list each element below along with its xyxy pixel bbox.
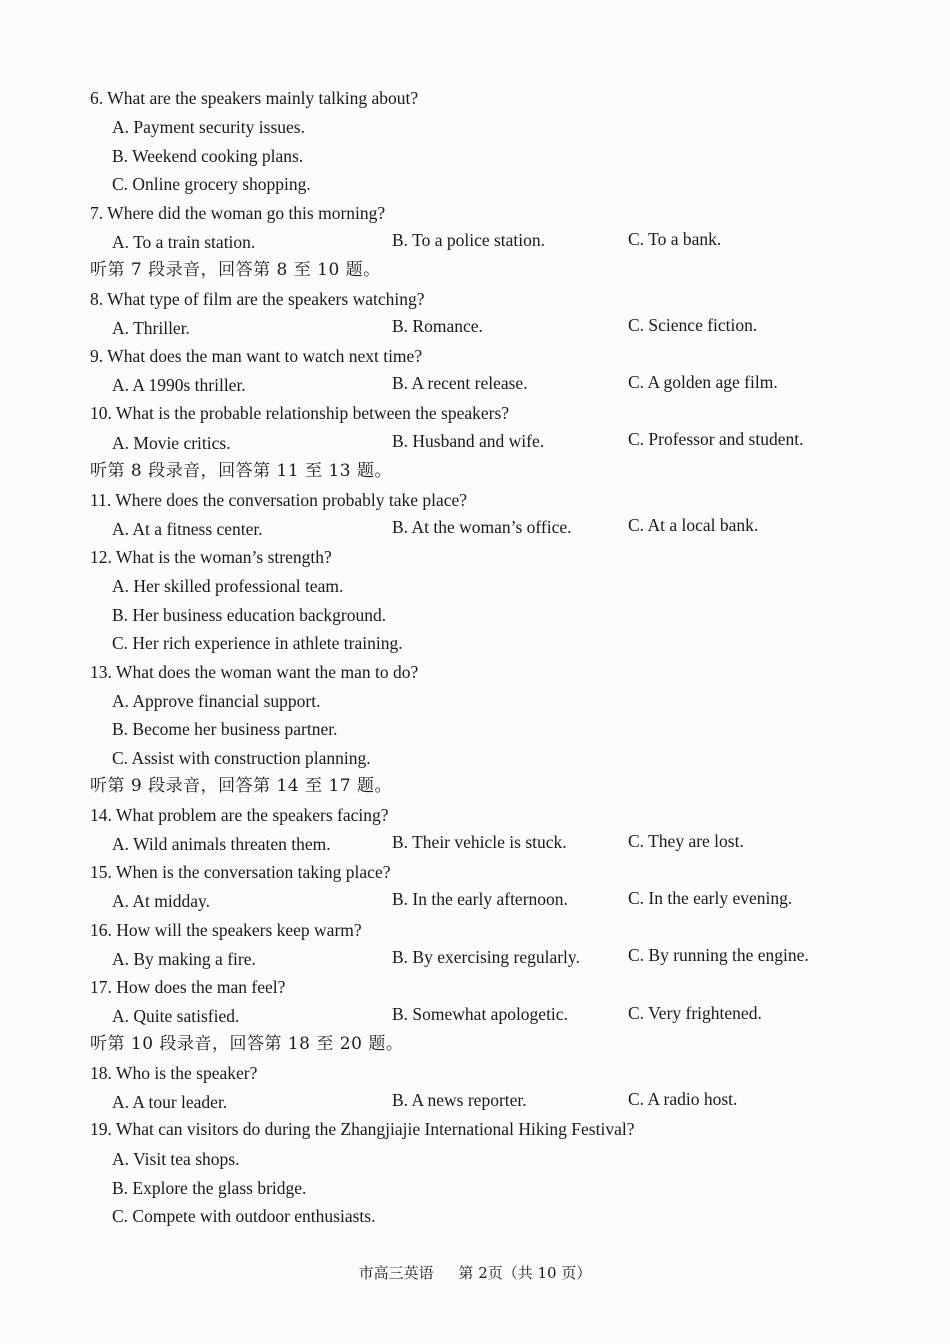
question-13: 13. What does the woman want the man to do? xyxy=(90,662,419,682)
option-8c: C. Science fiction. xyxy=(628,315,758,335)
option-15b: B. In the early afternoon. xyxy=(392,889,568,909)
option-9a: A. A 1990s thriller. xyxy=(112,375,246,395)
question-7: 7. Where did the woman go this morning? xyxy=(90,203,386,223)
option-12a: A. Her skilled professional team. xyxy=(112,576,344,596)
option-16a: A. By making a fire. xyxy=(112,949,256,969)
option-14b: B. Their vehicle is stuck. xyxy=(392,832,567,852)
option-9c: C. A golden age film. xyxy=(628,372,778,392)
option-17a: A. Quite satisfied. xyxy=(112,1006,240,1026)
option-10a: A. Movie critics. xyxy=(112,433,231,453)
question-8: 8. What type of film are the speakers watching? xyxy=(90,289,425,309)
option-17c: C. Very frightened. xyxy=(628,1003,762,1023)
option-14a: A. Wild animals threaten them. xyxy=(112,834,331,854)
option-18a: A. A tour leader. xyxy=(112,1092,228,1112)
question-15: 15. When is the conversation taking place? xyxy=(90,862,391,882)
section-heading-10: 听第 10 段录音，回答第 18 至 20 题。 xyxy=(90,1034,404,1054)
question-17: 17. How does the man feel? xyxy=(90,977,286,997)
option-12b: B. Her business education background. xyxy=(112,605,387,625)
section-heading-7: 听第 7 段录音，回答第 8 至 10 题。 xyxy=(90,260,381,280)
option-19b: B. Explore the glass bridge. xyxy=(112,1178,307,1198)
option-13a: A. Approve financial support. xyxy=(112,691,321,711)
question-10: 10. What is the probable relationship between the speakers? xyxy=(90,403,510,423)
option-7c: C. To a bank. xyxy=(628,229,722,249)
option-17b: B. Somewhat apologetic. xyxy=(392,1004,568,1024)
option-13b: B. Become her business partner. xyxy=(112,719,338,739)
option-10b: B. Husband and wife. xyxy=(392,431,545,451)
option-7b: B. To a police station. xyxy=(392,230,546,250)
option-6c: C. Online grocery shopping. xyxy=(112,174,311,194)
option-14c: C. They are lost. xyxy=(628,831,744,851)
page-footer xyxy=(0,1262,950,1283)
option-15a: A. At midday. xyxy=(112,891,211,911)
option-6a: A. Payment security issues. xyxy=(112,117,305,137)
option-7a: A. To a train station. xyxy=(112,232,256,252)
option-16c: C. By running the engine. xyxy=(628,945,809,965)
option-19c: C. Compete with outdoor enthusiasts. xyxy=(112,1206,376,1226)
option-8a: A. Thriller. xyxy=(112,318,190,338)
section-heading-8: 听第 8 段录音，回答第 11 至 13 题。 xyxy=(90,461,393,481)
question-12: 12. What is the woman’s strength? xyxy=(90,547,332,567)
option-13c: C. Assist with construction planning. xyxy=(112,748,371,768)
footer-subject: 市高三英语 xyxy=(358,1264,434,1282)
question-11: 11. Where does the conversation probably take place? xyxy=(90,490,468,510)
section-heading-9: 听第 9 段录音，回答第 14 至 17 题。 xyxy=(90,776,393,796)
question-6: 6. What are the speakers mainly talking about? xyxy=(90,88,419,108)
option-18c: C. A radio host. xyxy=(628,1089,738,1109)
option-12c: C. Her rich experience in athlete training. xyxy=(112,633,403,653)
option-6b: B. Weekend cooking plans. xyxy=(112,146,304,166)
option-10c: C. Professor and student. xyxy=(628,429,804,449)
question-19: 19. What can visitors do during the Zhangjiajie International Hiking Festival? xyxy=(90,1119,635,1139)
option-16b: B. By exercising regularly. xyxy=(392,947,580,967)
question-18: 18. Who is the speaker? xyxy=(90,1063,258,1083)
option-15c: C. In the early evening. xyxy=(628,888,793,908)
option-11a: A. At a fitness center. xyxy=(112,519,263,539)
question-14: 14. What problem are the speakers facing? xyxy=(90,805,389,825)
option-11c: C. At a local bank. xyxy=(628,515,759,535)
footer-page-number: 第 2页（共 10 页） xyxy=(458,1264,592,1282)
option-19a: A. Visit tea shops. xyxy=(112,1149,240,1169)
option-8b: B. Romance. xyxy=(392,316,483,336)
option-9b: B. A recent release. xyxy=(392,373,528,393)
option-11b: B. At the woman’s office. xyxy=(392,517,572,537)
question-16: 16. How will the speakers keep warm? xyxy=(90,920,362,940)
question-9: 9. What does the man want to watch next time? xyxy=(90,346,423,366)
option-18b: B. A news reporter. xyxy=(392,1090,527,1110)
